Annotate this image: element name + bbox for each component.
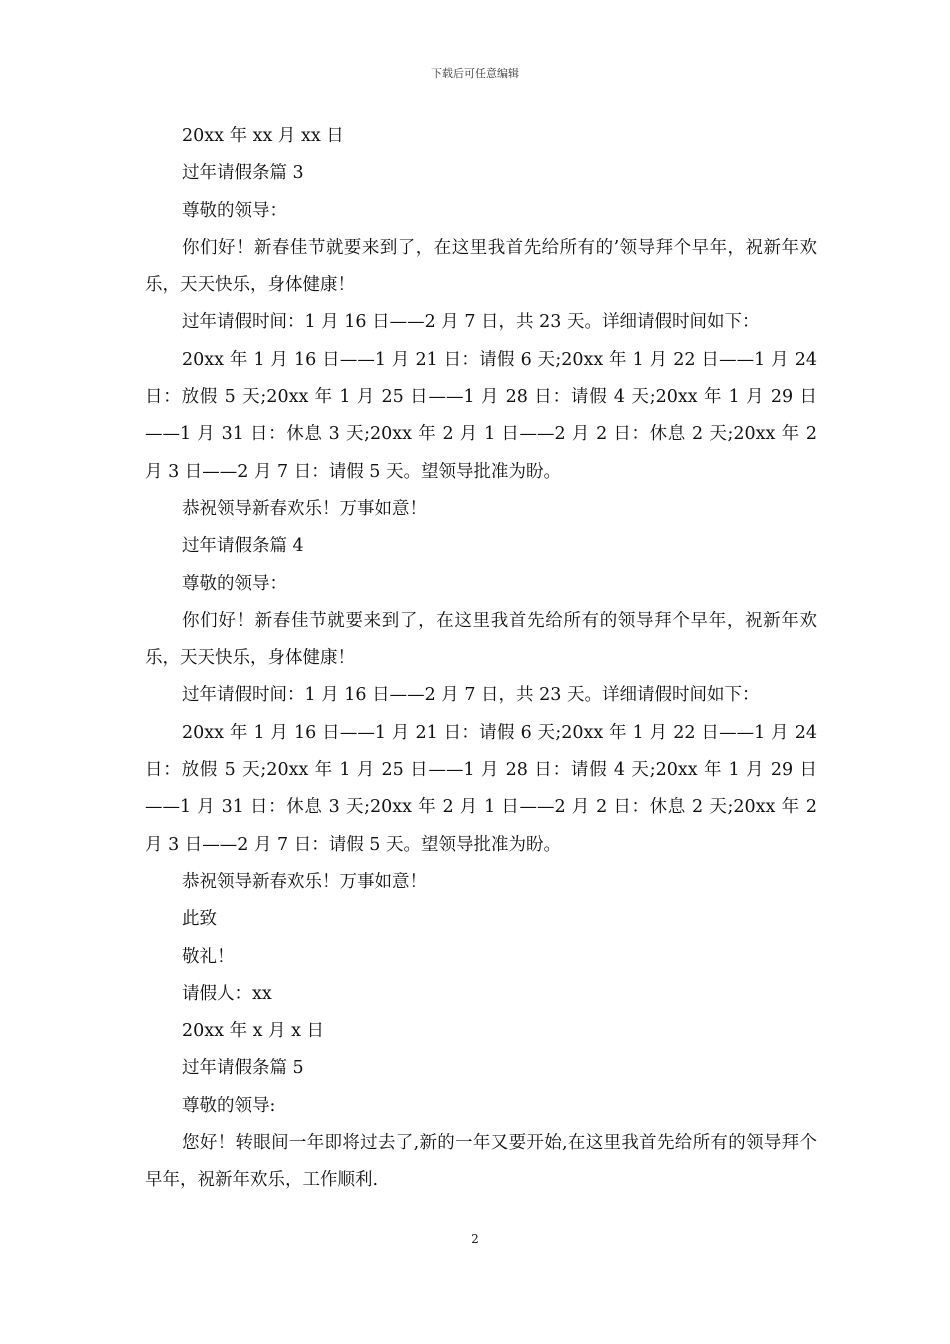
- applicant-line: 请假人：xx: [182, 983, 272, 1004]
- date-line: 20xx 年 xx 月 xx 日: [182, 126, 344, 146]
- closing-line-2: 敬礼！: [182, 946, 235, 967]
- salutation-5: 尊敬的领导:: [182, 1095, 276, 1116]
- closing-line-1: 此致: [182, 909, 217, 930]
- greeting-paragraph-3: 你们好！新春佳节就要来到了，在这里我首先给所有的’领导拜个早年，祝新年欢乐，天天快乐，身体健康！: [145, 237, 817, 296]
- schedule-paragraph-3: 20xx 年 1 月 16 日——1 月 21 日：请假 6 天;20xx 年 1 月 22 日——1 月 24 日：放假 5 天;20xx 年 1 月 25 日——1 月 28 日：请假 4 天;20xx 年 1 月 29 日——1 月 31 日：休息 3 天;20xx 年 2 月 1 日——2 月 2 日：休息 2 天;20xx 年 2 月 3 日——2 月 7 日：请假 5 天。望领导批准为盼。: [145, 349, 817, 482]
- section-title-4: 过年请假条篇 4: [182, 536, 304, 557]
- greeting-paragraph-5: 您好！转眼间一年即将过去了,新的一年又要开始,在这里我首先给所有的领导拜个早年，祝新年欢乐，工作顺利.: [145, 1133, 817, 1191]
- wishes-4: 恭祝领导新春欢乐！万事如意！: [182, 871, 427, 892]
- signature-date: 20xx 年 x 月 x 日: [182, 1021, 325, 1042]
- page-number: 2: [471, 1232, 479, 1246]
- salutation-4: 尊敬的领导：: [182, 573, 287, 594]
- page-header-note: 下载后可任意编辑: [431, 67, 519, 80]
- document-body: [145, 118, 817, 1200]
- greeting-paragraph-4: 你们好！新春佳节就要来到了，在这里我首先给所有的领导拜个早年，祝新年欢乐，天天快乐，身体健康！: [145, 610, 817, 669]
- leave-time-4: 过年请假时间：1 月 16 日——2 月 7 日，共 23 天。详细请假时间如下：: [182, 685, 760, 706]
- schedule-paragraph-4: 20xx 年 1 月 16 日——1 月 21 日：请假 6 天;20xx 年 1 月 22 日——1 月 24 日：放假 5 天;20xx 年 1 月 25 日——1 月 28 日：请假 4 天;20xx 年 1 月 29 日——1 月 31 日：休息 3 天;20xx 年 2 月 1 日——2 月 2 日：休息 2 天;20xx 年 2 月 3 日——2 月 7 日：请假 5 天。望领导批准为盼。: [145, 722, 817, 855]
- salutation-3: 尊敬的领导：: [182, 200, 287, 221]
- section-title-3: 过年请假条篇 3: [182, 163, 304, 184]
- section-title-5: 过年请假条篇 5: [182, 1058, 304, 1079]
- leave-time-3: 过年请假时间：1 月 16 日——2 月 7 日，共 23 天。详细请假时间如下：: [182, 312, 760, 333]
- wishes-3: 恭祝领导新春欢乐！万事如意！: [182, 498, 427, 519]
